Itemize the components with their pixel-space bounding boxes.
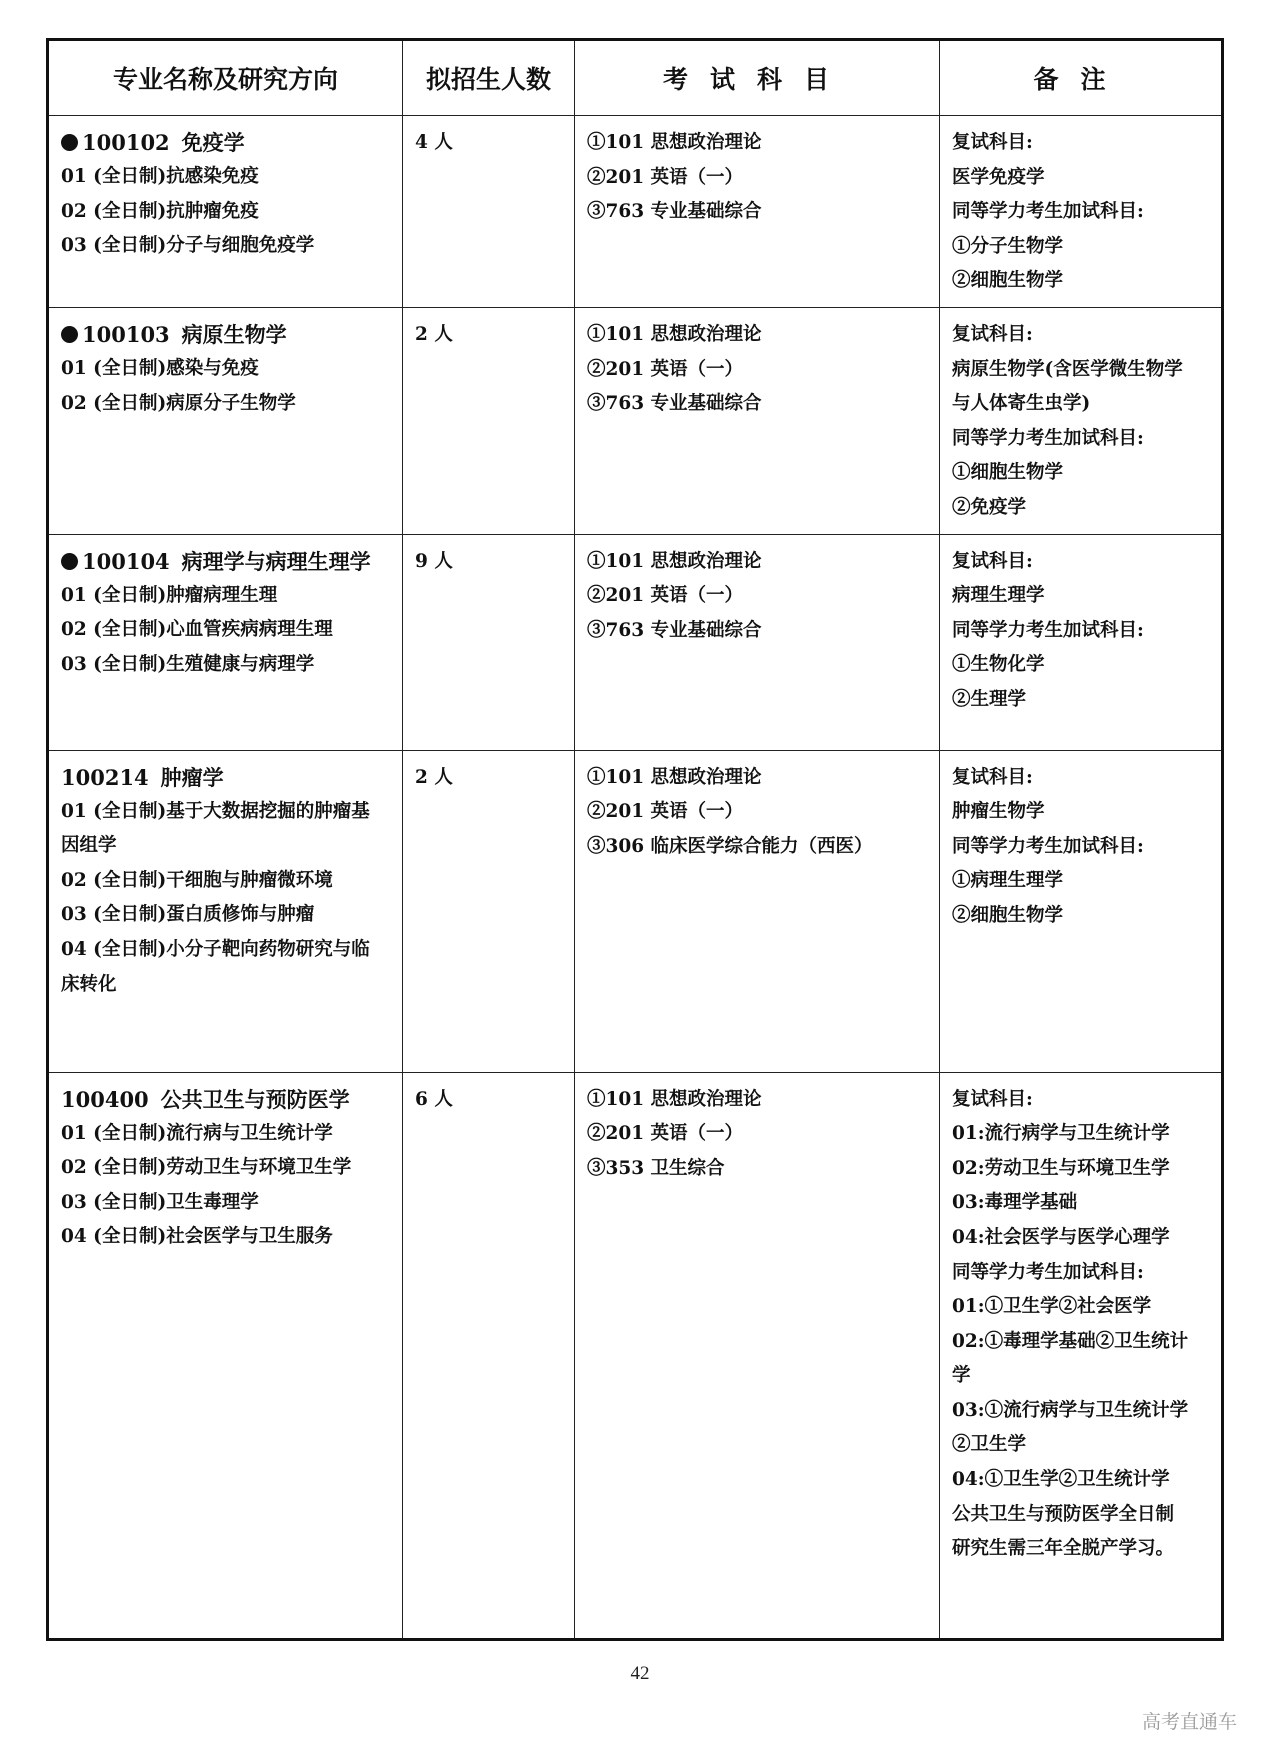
header-exams: 考试科目: [575, 40, 940, 116]
notes-cell: [940, 750, 1223, 1072]
notes-cell: [940, 307, 1223, 534]
research-direction: 02 (全日制)心血管疾病病理生理: [61, 619, 333, 641]
research-direction: 02 (全日制)劳动卫生与环境卫生学: [61, 1157, 352, 1179]
exam-subject: ②201 英语（一）: [587, 1123, 744, 1145]
research-direction: 01 (全日制)感染与免疫: [61, 357, 259, 379]
note-line: 同等学力考生加试科目:: [952, 619, 1144, 641]
research-direction: 02 (全日制)病原分子生物学: [61, 392, 296, 414]
major-title: [61, 545, 392, 579]
note-line: 学: [952, 1365, 971, 1387]
table-body: [48, 116, 1223, 1640]
exam-subject: ②201 英语（一）: [587, 358, 744, 380]
major-title: [61, 761, 392, 795]
exams-cell: [575, 307, 940, 534]
note-line: ②卫生学: [952, 1434, 1027, 1456]
note-line: 04:①卫生学②卫生统计学: [952, 1469, 1170, 1491]
research-direction: 03 (全日制)生殖健康与病理学: [61, 653, 315, 675]
note-line: ①细胞生物学: [952, 462, 1064, 484]
research-direction: 04 (全日制)小分子靶向药物研究与临: [61, 938, 370, 960]
enrollment-count: 2 人: [415, 323, 453, 345]
key-discipline-dot-icon: [61, 553, 78, 570]
exams-cell: [575, 534, 940, 750]
page-number: 42: [630, 1663, 650, 1684]
research-direction: 01 (全日制)肿瘤病理生理: [61, 584, 278, 606]
research-direction: 03 (全日制)分子与细胞免疫学: [61, 235, 315, 257]
exam-subject: ②201 英语（一）: [587, 166, 744, 188]
exam-subject: ②201 英语（一）: [587, 585, 744, 607]
research-direction: 03 (全日制)卫生毒理学: [61, 1191, 259, 1213]
major-code: 100214: [61, 764, 149, 790]
exam-subject: ③763 专业基础综合: [587, 619, 762, 641]
major-name: 病理学与病理生理学: [181, 548, 371, 574]
research-direction: 01 (全日制)流行病与卫生统计学: [61, 1122, 333, 1144]
note-line: 研究生需三年全脱产学习。: [952, 1538, 1175, 1560]
research-direction: 01 (全日制)基于大数据挖掘的肿瘤基: [61, 800, 370, 822]
table-row: [48, 116, 1223, 308]
notes-cell: [940, 534, 1223, 750]
count-cell: [403, 750, 575, 1072]
watermark: 高考直通车: [1142, 1711, 1238, 1733]
major-cell: [48, 116, 403, 308]
research-direction: 01 (全日制)抗感染免疫: [61, 166, 259, 187]
table-row: [48, 750, 1223, 1072]
note-line: 复试科目:: [952, 550, 1033, 572]
major-name: 肿瘤学: [160, 764, 224, 790]
major-code: 100103: [82, 321, 170, 347]
note-line: ①分子生物学: [952, 235, 1064, 257]
header-major: 专业名称及研究方向: [48, 40, 403, 116]
major-name: 免疫学: [181, 130, 245, 155]
note-line: 02:劳动卫生与环境卫生学: [952, 1157, 1170, 1179]
major-code: 100400: [61, 1086, 149, 1112]
major-code: 100104: [82, 548, 170, 574]
note-line: ②细胞生物学: [952, 270, 1064, 292]
major-title: [61, 1083, 392, 1117]
major-code: 100102: [82, 130, 170, 155]
major-title: [61, 318, 392, 352]
count-cell: [403, 307, 575, 534]
exam-subject: ③763 专业基础综合: [587, 201, 762, 223]
key-discipline-dot-icon: [61, 134, 78, 151]
research-direction: 因组学: [61, 835, 117, 857]
research-direction: 03 (全日制)蛋白质修饰与肿瘤: [61, 904, 315, 926]
note-line: 01:①卫生学②社会医学: [952, 1296, 1152, 1318]
note-line: 与人体寄生虫学): [952, 393, 1091, 415]
table-row: [48, 307, 1223, 534]
note-line: 03:毒理学基础: [952, 1192, 1078, 1214]
note-line: 病理生理学: [952, 585, 1045, 607]
enrollment-count: 9 人: [415, 550, 453, 572]
exam-subject: ③353 卫生综合: [587, 1157, 725, 1179]
major-cell: [48, 534, 403, 750]
note-line: ①病理生理学: [952, 870, 1064, 892]
research-direction: 02 (全日制)干细胞与肿瘤微环境: [61, 869, 333, 891]
note-line: ①生物化学: [952, 654, 1045, 676]
header-notes: 备注: [940, 40, 1223, 116]
enrollment-count: 2 人: [415, 766, 453, 788]
note-line: 同等学力考生加试科目:: [952, 835, 1144, 857]
note-line: 病原生物学(含医学微生物学: [952, 358, 1183, 380]
notes-cell: [940, 1072, 1223, 1639]
count-cell: [403, 116, 575, 308]
note-line: 04:社会医学与医学心理学: [952, 1226, 1170, 1248]
exam-subject: ①101 思想政治理论: [587, 766, 762, 788]
note-line: 医学免疫学: [952, 166, 1045, 188]
note-line: 复试科目:: [952, 132, 1033, 153]
note-line: 肿瘤生物学: [952, 801, 1045, 823]
research-direction: 04 (全日制)社会医学与卫生服务: [61, 1226, 333, 1248]
exam-subject: ②201 英语（一）: [587, 801, 744, 823]
note-line: 复试科目:: [952, 766, 1033, 788]
key-discipline-dot-icon: [61, 326, 78, 343]
note-line: ②免疫学: [952, 496, 1027, 518]
exam-subject: ③763 专业基础综合: [587, 393, 762, 415]
note-line: 同等学力考生加试科目:: [952, 427, 1144, 449]
exam-subject: ③306 临床医学综合能力（西医）: [587, 835, 873, 857]
research-direction: 床转化: [61, 973, 117, 995]
major-title: [61, 126, 392, 160]
count-cell: [403, 1072, 575, 1639]
note-line: 同等学力考生加试科目:: [952, 1261, 1144, 1283]
note-line: 复试科目:: [952, 323, 1033, 345]
header-count: 拟招生人数: [403, 40, 575, 116]
enrollment-count: 4 人: [415, 132, 453, 153]
exam-subject: ①101 思想政治理论: [587, 132, 762, 153]
major-name: 公共卫生与预防医学: [160, 1086, 350, 1112]
note-line: 01:流行病学与卫生统计学: [952, 1123, 1170, 1145]
table-row: [48, 1072, 1223, 1639]
exams-cell: [575, 750, 940, 1072]
major-name: 病原生物学: [181, 321, 287, 347]
note-line: 同等学力考生加试科目:: [952, 201, 1144, 223]
enrollment-count: 6 人: [415, 1088, 453, 1110]
notes-cell: [940, 116, 1223, 308]
exams-cell: [575, 1072, 940, 1639]
note-line: 公共卫生与预防医学全日制: [952, 1503, 1175, 1525]
note-line: 02:①毒理学基础②卫生统计: [952, 1330, 1189, 1352]
major-cell: [48, 307, 403, 534]
exam-subject: ①101 思想政治理论: [587, 323, 762, 345]
note-line: ②生理学: [952, 688, 1027, 710]
exams-cell: [575, 116, 940, 308]
major-cell: [48, 750, 403, 1072]
enrollment-table: [46, 38, 1224, 1641]
count-cell: [403, 534, 575, 750]
note-line: ②细胞生物学: [952, 904, 1064, 926]
exam-subject: ①101 思想政治理论: [587, 1088, 762, 1110]
research-direction: 02 (全日制)抗肿瘤免疫: [61, 200, 259, 222]
note-line: 复试科目:: [952, 1088, 1033, 1110]
exam-subject: ①101 思想政治理论: [587, 550, 762, 572]
table-row: [48, 534, 1223, 750]
major-cell: [48, 1072, 403, 1639]
table-header-row: [48, 40, 1223, 116]
note-line: 03:①流行病学与卫生统计学: [952, 1399, 1189, 1421]
